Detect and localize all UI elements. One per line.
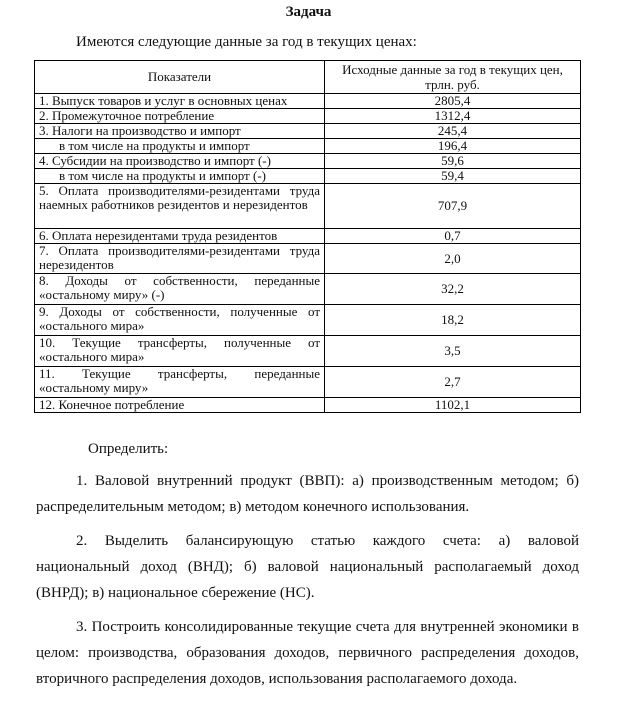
row-label: в том числе на продукты и импорт (-) (35, 169, 325, 184)
row-value: 2805,4 (325, 94, 581, 109)
row-label: 1. Выпуск товаров и услуг в основных ценах (35, 94, 325, 109)
row-value: 245,4 (325, 124, 581, 139)
task-title: Задача (285, 4, 332, 20)
table-row (35, 184, 581, 229)
table-row (35, 154, 581, 169)
header-indicator: Показатели (35, 61, 325, 94)
row-label: 12. Конечное потребление (35, 398, 325, 413)
table-row (35, 398, 581, 413)
row-value: 2,0 (325, 244, 581, 274)
header-value: Исходные данные за год в текущих цен, трлн. руб. (325, 61, 581, 94)
task-item-3: 3. Построить консолидированные текущие счета для внутренней экономики в целом: производства, образования доходов, первичного распределения доходов, вторичного распределения доходов, использования располагаемого дохода. (36, 619, 579, 687)
row-value: 59,6 (325, 154, 581, 169)
row-label: 7. Оплата производителями-резидентами труда нерезидентов (35, 244, 325, 274)
row-label: 8. Доходы от собственности, переданные «остальному миру» (-) (35, 274, 325, 305)
row-value: 1102,1 (325, 398, 581, 413)
table-row (35, 367, 581, 398)
task-body (36, 440, 579, 700)
row-label: 11. Текущие трансферты, переданные «остальному миру» (35, 367, 325, 398)
table-row (35, 94, 581, 109)
task-item-2: 2. Выделить балансирующую статью каждого счета: а) валовой национальный доход (ВНД); б) валовой национальный располагаемый доход (ВНРД); в) национальное сбережение (НС). (36, 533, 579, 601)
row-value: 3,5 (325, 336, 581, 367)
table-row (35, 139, 581, 154)
table-row (35, 336, 581, 367)
row-label: 2. Промежуточное потребление (35, 109, 325, 124)
table-row (35, 169, 581, 184)
table-header-row (35, 61, 581, 94)
row-value: 2,7 (325, 367, 581, 398)
row-label: 9. Доходы от собственности, полученные от «остального мира» (35, 305, 325, 336)
table-row (35, 109, 581, 124)
table-row (35, 305, 581, 336)
table-row (35, 124, 581, 139)
row-value: 59,4 (325, 169, 581, 184)
define-label: Определить: (88, 441, 169, 457)
row-label: 10. Текущие трансферты, полученные от «остального мира» (35, 336, 325, 367)
data-table (34, 60, 581, 413)
table-row (35, 274, 581, 305)
row-value: 0,7 (325, 229, 581, 244)
row-value: 196,4 (325, 139, 581, 154)
task-item-1: 1. Валовой внутренний продукт (ВВП): а) производственным методом; б) распределительным методом; в) методом конечного использования. (36, 473, 579, 515)
row-label: 6. Оплата нерезидентами труда резидентов (35, 229, 325, 244)
intro-text: Имеются следующие данные за год в текущих ценах: (76, 34, 417, 50)
table-row (35, 244, 581, 274)
row-value: 32,2 (325, 274, 581, 305)
row-value: 1312,4 (325, 109, 581, 124)
row-label: в том числе на продукты и импорт (35, 139, 325, 154)
row-label: 3. Налоги на производство и импорт (35, 124, 325, 139)
row-label: 5. Оплата производителями-резидентами труда наемных работников резидентов и нерезидентов (35, 184, 325, 229)
table-row (35, 229, 581, 244)
row-value: 18,2 (325, 305, 581, 336)
row-value: 707,9 (325, 184, 581, 229)
row-label: 4. Субсидии на производство и импорт (-) (35, 154, 325, 169)
